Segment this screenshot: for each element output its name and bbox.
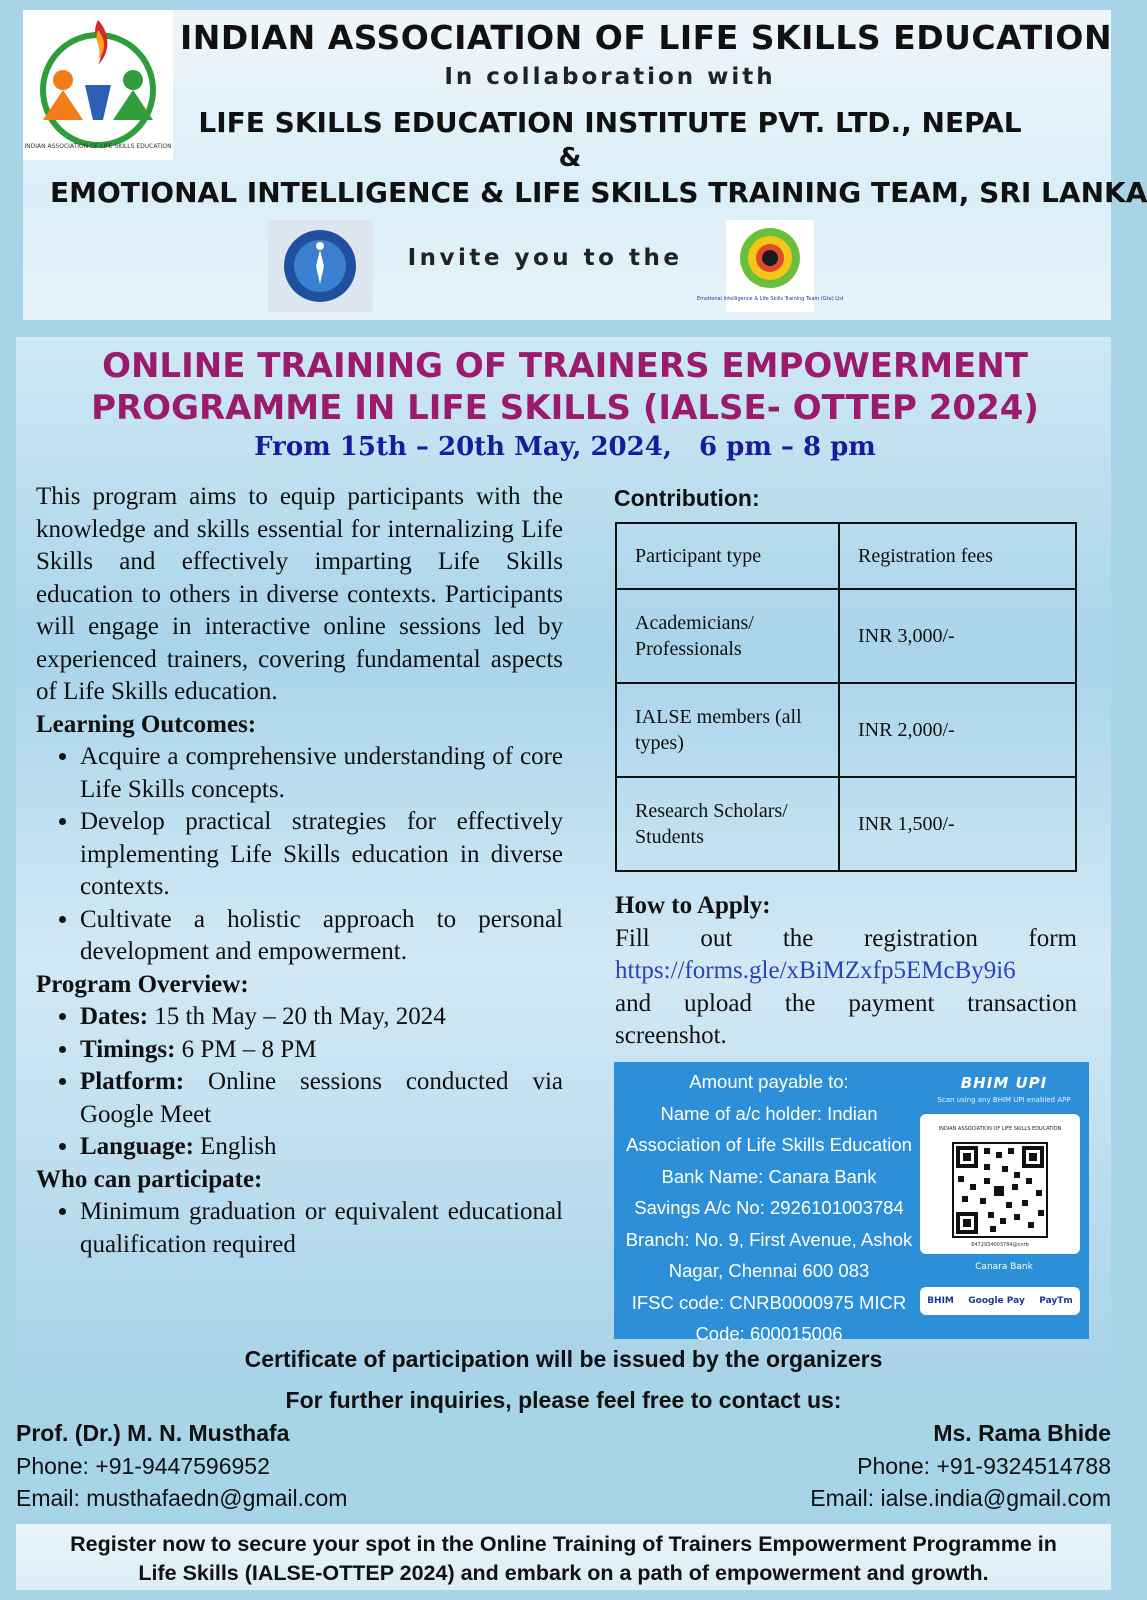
overview-value: 6 PM – 8 PM [175, 1035, 317, 1063]
table-row [616, 683, 1076, 777]
apply-line-2: and upload the payment transaction screenshot. [615, 989, 1077, 1049]
apply-line-1: Fill out the registration form [615, 924, 1077, 952]
overview-label: Dates: [80, 1003, 149, 1030]
bank-line: Name of a/c holder: Indian [660, 1102, 878, 1124]
table-cell: INR 3,000/- [839, 589, 1076, 683]
title-line-2: PROGRAMME IN LIFE SKILLS (IALSE- OTTEP 2024) [91, 388, 1039, 428]
contact-email: Email: musthafaedn@gmail.com [16, 1485, 348, 1511]
collab-text: In collaboration with [444, 64, 776, 90]
fees-table [615, 522, 1077, 872]
bank-line: Code: 600015006 [695, 1323, 843, 1344]
contact-name: Prof. (Dr.) M. N. Musthafa [16, 1420, 290, 1446]
qr-code-icon [954, 1144, 1046, 1236]
logo-caption: INDIAN ASSOCIATION OF LIFE SKILLS EDUCATION [24, 143, 172, 150]
qr-card [920, 1114, 1080, 1254]
contribution-label: Contribution: [614, 485, 760, 511]
bank-line: Savings A/c No: 2926101003784 [634, 1197, 904, 1218]
overview-value: 15 th May – 20 th May, 2024 [148, 1003, 446, 1030]
list-item: • Acquire a comprehensive understanding of core Life Skills concepts. [80, 741, 563, 806]
upi-instructions: Scan using any BHIM UPI enabled APP [937, 1096, 1071, 1104]
table-cell: INR 2,000/- [839, 683, 1076, 777]
left-column [36, 481, 563, 1261]
org-name: INDIAN ASSOCIATION OF LIFE SKILLS EDUCATION [180, 18, 1113, 57]
bank-line: Nagar, Chennai 600 083 [668, 1260, 870, 1281]
table-cell: Research Scholars/ Students [616, 777, 839, 871]
ialse-logo [23, 10, 173, 160]
overview-heading: Program Overview: [36, 970, 249, 998]
contact-name: Ms. Rama Bhide [933, 1420, 1111, 1446]
list-item [80, 1034, 563, 1067]
footer-line-2: Life Skills (IALSE-OTTEP 2024) and embark on a path of empowerment and growth. [138, 1561, 989, 1585]
list-item: • Minimum graduation or equivalent educational qualification required [80, 1196, 563, 1261]
footer-line-1: Register now to secure your spot in the Online Training of Trainers Empowerment Programme in [70, 1532, 1057, 1556]
bank-line: IFSC code: CNRB0000975 MICR [631, 1291, 907, 1313]
upi-apps-strip [920, 1287, 1080, 1315]
registration-link[interactable]: https://forms.gle/xBiMZxfp5EMcBy9i6 [615, 957, 1016, 984]
bank-line: Amount payable to: [689, 1071, 849, 1092]
table-cell: Academicians/ Professionals [616, 589, 839, 683]
description: This program aims to equip participants with the knowledge and skills essential for internalizing Life Skills and effectively imparting Life Skills education to others in diverse contexts. Participants will engage in interactive online sessions led by experienced trainers, covering fundamental aspects of Life Skills education. [36, 483, 563, 705]
lsei-logo [268, 220, 373, 312]
gpay-app-icon: Google Pay [968, 1296, 1025, 1306]
paytm-app-icon: PayTm [1039, 1296, 1073, 1306]
bank-details [614, 1066, 924, 1350]
table-cell: INR 1,500/- [839, 777, 1076, 871]
programme-title [30, 345, 1100, 429]
contact-left [16, 1417, 516, 1515]
ei-team-logo [696, 220, 844, 312]
invite-text: Invite you to the [407, 245, 683, 271]
list-item [80, 1066, 563, 1131]
list-item: • Develop practical strategies for effectively implementing Life Skills education in diverse contexts. [80, 806, 563, 904]
bank-line: Bank Name: Canara Bank [661, 1165, 877, 1187]
certificate-note: Certificate of participation will be issued by the organizers [244, 1346, 883, 1372]
partner-2-name: EMOTIONAL INTELLIGENCE & LIFE SKILLS TRAINING TEAM, SRI LANKA [50, 176, 1147, 209]
partner-1-name: LIFE SKILLS EDUCATION INSTITUTE PVT. LTD., NEPAL [198, 106, 1022, 139]
ei-logo-caption: Emotional Intelligence & Life Skills Training Team (Gte) Ltd [696, 296, 844, 302]
bank-line: Branch: No. 9, First Avenue, Ashok [625, 1228, 913, 1250]
upi-id: 6472934003784@cnrb [971, 1242, 1029, 1248]
list-item: • Cultivate a holistic approach to personal development and empowerment. [80, 904, 563, 969]
overview-list [36, 1001, 563, 1164]
ampersand: & [558, 143, 582, 173]
participation-heading: Who can participate: [36, 1165, 263, 1193]
contact-email: Email: ialse.india@gmail.com [810, 1485, 1111, 1511]
qr-header: INDIAN ASSOCIATION OF LIFE SKILLS EDUCATION [938, 1126, 1062, 1132]
programme-dates: From 15th – 20th May, 2024, 6 pm – 8 pm [254, 432, 876, 462]
overview-label: Language: [80, 1133, 194, 1160]
learning-outcomes-heading: Learning Outcomes: [36, 710, 257, 738]
contact-right [600, 1417, 1111, 1515]
title-line-1: ONLINE TRAINING OF TRAINERS EMPOWERMENT [102, 346, 1028, 386]
apply-heading: How to Apply: [615, 892, 771, 919]
how-to-apply [615, 890, 1077, 1053]
contact-phone: Phone: +91-9447596952 [16, 1452, 270, 1479]
footer-panel [16, 1524, 1111, 1590]
overview-value: Online sessions conducted via Google Meet [80, 1068, 563, 1128]
overview-value: English [193, 1133, 277, 1160]
bank-line: Association of Life Skills Education [626, 1134, 912, 1155]
overview-label: Platform: [80, 1068, 185, 1095]
participation-list [36, 1196, 563, 1261]
contact-phone: Phone: +91-9324514788 [857, 1452, 1111, 1479]
learning-outcomes-list [36, 741, 563, 969]
footer-call-to-action [16, 1530, 1111, 1588]
bhim-upi-logo: BHIM UPI [960, 1074, 1048, 1092]
canara-bank-logo: Canara Bank [975, 1262, 1033, 1272]
inquiry-text: For further inquiries, please feel free to contact us: [285, 1387, 842, 1413]
list-item [80, 1001, 563, 1034]
payment-panel [614, 1062, 1089, 1344]
table-row [616, 777, 1076, 871]
list-item [80, 1131, 563, 1164]
table-header-cell: Participant type [616, 523, 839, 589]
overview-label: Timings: [80, 1035, 176, 1063]
bhim-app-icon: BHIM [927, 1296, 954, 1306]
table-row [616, 589, 1076, 683]
table-header-row [616, 523, 1076, 589]
table-cell: IALSE members (all types) [616, 683, 839, 777]
table-header-cell: Registration fees [839, 523, 1076, 589]
